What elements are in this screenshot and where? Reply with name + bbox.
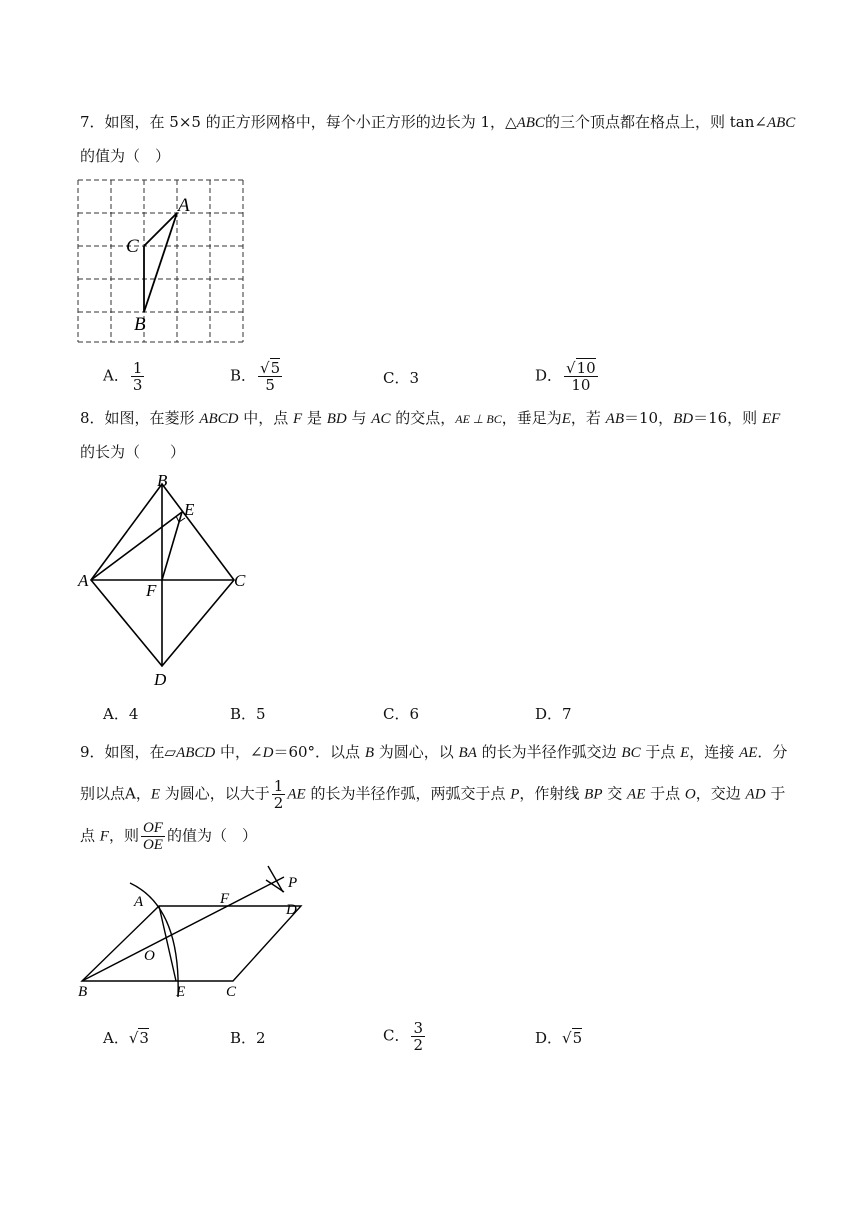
q7-option-a[interactable]: A． $\frac{1}{3}$	[103, 359, 143, 394]
q7-text: 的三个顶点都在格点上，则 tan∠	[544, 113, 767, 131]
triangle-symbol: △	[505, 113, 517, 131]
q8-option-d[interactable]: D．7	[535, 705, 572, 723]
q8-label-f: F	[146, 581, 157, 600]
q7-stem-line1	[80, 112, 795, 133]
q9-label-c: C	[226, 984, 237, 1000]
fraction: $\frac{1}{3}$	[132, 359, 143, 394]
q9-label-o: O	[144, 948, 155, 964]
q7-label-b: B	[134, 314, 146, 335]
q8-option-b[interactable]: B．5	[230, 705, 266, 723]
fraction: $\frac{3}{2}$	[413, 1019, 424, 1054]
q7-label-a: A	[178, 195, 190, 216]
q9-option-d[interactable]: D．√5	[535, 1029, 583, 1047]
q9-option-b[interactable]: B．2	[230, 1029, 266, 1047]
q8-label-a: A	[78, 571, 89, 590]
q9-option-a[interactable]: A．√3	[103, 1029, 149, 1047]
q8-label-d: D	[154, 670, 167, 689]
q9-stem-line2: 别以点A，E 为圆心，以大于 $\frac{1}{2}$ AE 的长为半径作弧，两弧交于点 P，作射线 BP 交 AE 于点 O，交边 AD 于	[80, 777, 786, 812]
fraction: $\frac{√10}{10}$	[566, 359, 596, 394]
q7-text: 7．如图，在 5×5 的正方形网格中，每个小正方形的边长为 1，	[80, 113, 506, 131]
q8-label-c: C	[234, 571, 246, 590]
triangle-name: ABC	[516, 115, 545, 131]
q9-option-c[interactable]: C． $\frac{3}{2}$	[383, 1019, 424, 1054]
q7-grid-figure	[78, 180, 246, 350]
q8-label-e: E	[184, 500, 195, 519]
q9-label-p: P	[288, 875, 298, 891]
q9-stem-line1: 9．如图，在▱ABCD 中，∠D＝60°．以点 B 为圆心，以 BA 的长为半径作弧交边 BC 于点 E，连接 AE．分	[80, 743, 788, 761]
q8-stem-line2: 的长为（ ）	[80, 443, 186, 461]
q7-option-d[interactable]: D． $\frac{√10}{10}$	[535, 359, 596, 394]
fraction: $\frac{OF}{OE}$	[142, 820, 163, 853]
q9-label-e: E	[176, 984, 186, 1000]
q8-option-a[interactable]: A．4	[103, 705, 139, 723]
q9-parallelogram-figure	[76, 862, 306, 1002]
q7-option-c[interactable]: C．3	[383, 369, 420, 387]
q7-stem-line2: 的值为（ ）	[80, 147, 171, 165]
q8-label-b: B	[157, 471, 168, 490]
fraction: $\frac{√5}{5}$	[260, 359, 281, 394]
q9-stem-line3: 点 F，则 $\frac{OF}{OE}$ 的值为（ ）	[80, 820, 257, 853]
q7-label-c: C	[126, 236, 139, 257]
q9-label-f: F	[220, 891, 230, 907]
q7-option-b[interactable]: B． $\frac{√5}{5}$	[230, 359, 281, 394]
q8-stem-line1: 8．如图，在菱形 ABCD 中，点 F 是 BD 与 AC 的交点，AE ⊥ BC，垂足为E，若 AB＝10，BD＝16，则 EF	[80, 409, 781, 427]
fraction: $\frac{1}{2}$	[273, 777, 284, 812]
angle-name: ABC	[766, 115, 796, 131]
q8-option-c[interactable]: C．6	[383, 705, 420, 723]
q9-label-a: A	[134, 894, 144, 910]
q9-label-d: D	[286, 902, 297, 918]
q9-label-b: B	[78, 984, 88, 1000]
q8-rhombus-figure	[76, 470, 256, 690]
